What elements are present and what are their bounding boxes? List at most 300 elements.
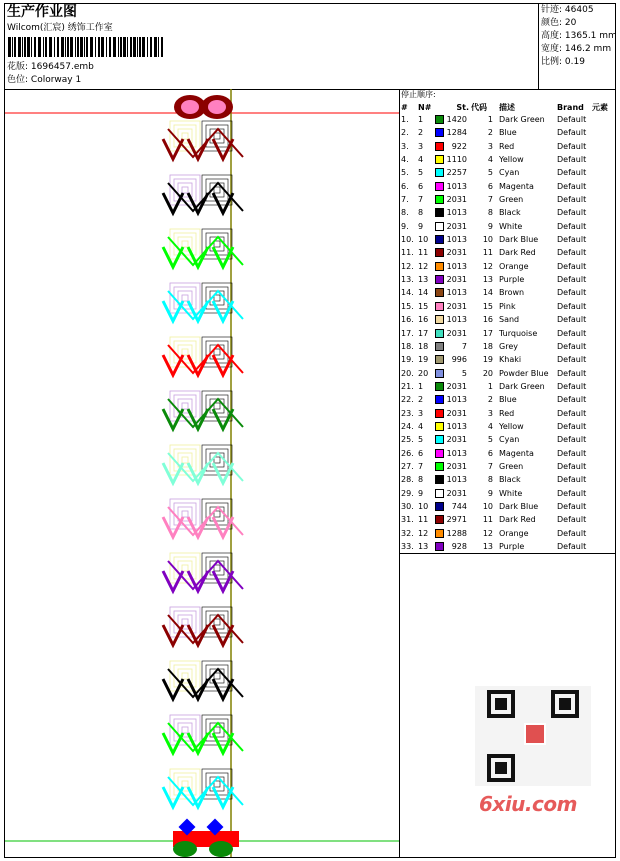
company-name: Wilcom(汇宸) 绣饰工作室 (7, 23, 113, 33)
maze-square (182, 241, 188, 247)
maze-square (174, 395, 196, 417)
barcode-bar (67, 37, 69, 57)
color-swatch (435, 168, 444, 177)
stop-number: 21. (401, 381, 414, 391)
ornament-center (181, 100, 199, 114)
stop-number: 30. (401, 501, 414, 511)
table-row (399, 541, 615, 554)
thread-brand: Default (557, 115, 587, 124)
table-row (399, 448, 615, 461)
barcode-bar (43, 37, 44, 57)
barcode-bar (75, 37, 76, 57)
stop-number: 3. (401, 141, 409, 151)
color-description: Dark Green (499, 115, 545, 124)
barcode-bar (101, 37, 104, 57)
color-code: 6 (487, 448, 493, 458)
table-row (399, 167, 615, 180)
embroidery-design (5, 89, 399, 857)
color-swatch (435, 542, 444, 551)
color-code: 8 (487, 208, 493, 218)
barcode (8, 37, 168, 57)
needle-number: 17 (418, 328, 429, 338)
stop-number: 9. (401, 221, 409, 231)
stop-number: 24. (401, 421, 414, 431)
maze-square (174, 503, 196, 525)
color-description: Orange (499, 261, 529, 271)
stitch-count: 1013 (446, 395, 467, 405)
stitch-count: 996 (451, 355, 467, 365)
barcode-bar (86, 37, 88, 57)
barcode-bar (137, 37, 138, 57)
stop-number: 10. (401, 235, 414, 245)
design-file-value: 1696457.emb (30, 62, 94, 72)
stitch-count: 1013 (446, 475, 467, 485)
barcode-bar (57, 37, 59, 57)
barcode-bar (80, 37, 83, 57)
color-code: 4 (487, 155, 493, 165)
barcode-bar (161, 37, 163, 57)
stitch-count: 744 (451, 501, 467, 511)
stop-number: 8. (401, 208, 409, 218)
ornament-lobe (209, 841, 233, 857)
barcode-bar (18, 37, 21, 57)
thread-brand: Default (557, 475, 587, 485)
needle-number: 1 (418, 115, 424, 124)
color-description: Dark Green (499, 381, 545, 391)
stop-number: 5. (401, 168, 409, 178)
maze-square (174, 719, 196, 741)
color-swatch (435, 435, 444, 444)
needle-number: 4 (418, 155, 424, 165)
stitch-count: 5 (461, 368, 467, 378)
table-row (399, 461, 615, 474)
thread-brand: Default (557, 328, 587, 338)
stitch-count: 2031 (446, 195, 467, 205)
needle-number: 10 (418, 501, 429, 511)
thread-brand: Default (557, 315, 587, 325)
stop-number: 2. (401, 128, 409, 138)
needle-number: 15 (418, 301, 429, 311)
table-row (399, 341, 615, 354)
maze-square (174, 287, 196, 309)
maze-square (174, 773, 196, 795)
color-code: 20 (482, 368, 493, 378)
stitch-count: 928 (451, 542, 467, 551)
color-description: Green (499, 195, 524, 205)
table-row (399, 234, 615, 247)
table-row (399, 528, 615, 541)
stat-width: 宽度: 146.2 mm (541, 44, 612, 54)
stitch-count: 1013 (446, 208, 467, 218)
col-brand: Brand (557, 103, 584, 112)
color-swatch (435, 475, 444, 484)
color-code: 15 (482, 301, 493, 311)
color-description: Brown (499, 288, 525, 298)
maze-square (174, 611, 196, 633)
color-description: White (499, 221, 523, 231)
stop-number: 14. (401, 288, 414, 298)
color-description: Red (499, 141, 515, 151)
color-swatch (435, 262, 444, 271)
maze-square (174, 125, 196, 147)
color-description: Khaki (499, 355, 522, 365)
maze-square (182, 781, 188, 787)
color-description: Turquoise (499, 328, 538, 338)
stitch-count: 1013 (446, 448, 467, 458)
table-row (399, 247, 615, 260)
thread-brand: Default (557, 261, 587, 271)
color-swatch (435, 142, 444, 151)
col-description: 描述 (499, 103, 515, 112)
color-swatch (435, 355, 444, 364)
table-row (399, 207, 615, 220)
barcode-bar (12, 37, 13, 57)
needle-number: 3 (418, 141, 424, 151)
needle-number: 1 (418, 381, 424, 391)
barcode-bar (123, 37, 126, 57)
color-code: 13 (482, 542, 493, 551)
needle-number: 18 (418, 341, 429, 351)
needle-number: 10 (418, 235, 429, 245)
barcode-bar (98, 37, 100, 57)
barcode-bar (154, 37, 157, 57)
thread-brand: Default (557, 395, 587, 405)
needle-number: 13 (418, 542, 429, 551)
needle-number: 11 (418, 515, 429, 525)
thread-brand: Default (557, 128, 587, 138)
qr-center-logo (525, 724, 545, 744)
color-description: Cyan (499, 168, 520, 178)
stitch-count: 2031 (446, 221, 467, 231)
stitch-count: 1110 (446, 155, 467, 165)
stop-number: 27. (401, 461, 414, 471)
color-description: Cyan (499, 435, 520, 445)
color-code: 10 (482, 235, 493, 245)
stitch-count: 2031 (446, 381, 467, 391)
color-description: Magenta (499, 448, 534, 458)
thread-brand: Default (557, 461, 587, 471)
barcode-bar (127, 37, 128, 57)
qr-finder-core (495, 698, 507, 710)
color-swatch (435, 275, 444, 284)
table-row (399, 314, 615, 327)
thread-brand: Default (557, 421, 587, 431)
color-swatch (435, 422, 444, 431)
color-swatch (435, 128, 444, 137)
thread-brand: Default (557, 408, 587, 418)
table-row (399, 501, 615, 514)
color-code: 8 (487, 475, 493, 485)
table-row (399, 141, 615, 154)
color-code: 11 (482, 515, 493, 525)
stop-number: 17. (401, 328, 414, 338)
needle-number: 3 (418, 408, 424, 418)
thread-brand: Default (557, 208, 587, 218)
thread-brand: Default (557, 528, 587, 538)
thread-brand: Default (557, 168, 587, 178)
color-swatch (435, 302, 444, 311)
color-description: Blue (499, 395, 517, 405)
colorway-value: Colorway 1 (30, 75, 82, 85)
stop-number: 13. (401, 275, 414, 285)
qr-finder-core (495, 762, 507, 774)
stitch-count: 7 (461, 341, 467, 351)
table-row (399, 474, 615, 487)
stitch-count: 1013 (446, 315, 467, 325)
color-code: 2 (487, 128, 493, 138)
table-rows (399, 114, 615, 554)
table-row (399, 434, 615, 447)
color-code: 4 (487, 421, 493, 431)
color-swatch (435, 235, 444, 244)
table-row (399, 408, 615, 421)
table-row (399, 287, 615, 300)
stitch-count: 2031 (446, 248, 467, 258)
needle-number: 2 (418, 395, 424, 405)
color-code: 18 (482, 341, 493, 351)
stitch-count: 2031 (446, 408, 467, 418)
thread-brand: Default (557, 155, 587, 165)
color-description: Grey (499, 341, 518, 351)
thread-brand: Default (557, 448, 587, 458)
design-file-line (7, 61, 94, 73)
color-code: 5 (487, 168, 493, 178)
needle-number: 14 (418, 288, 429, 298)
maze-square (182, 727, 188, 733)
thread-brand: Default (557, 368, 587, 378)
stop-number: 20. (401, 368, 414, 378)
barcode-bar (90, 37, 93, 57)
color-code: 7 (487, 195, 493, 205)
color-swatch (435, 502, 444, 511)
table-row (399, 488, 615, 501)
color-description: Sand (499, 315, 520, 325)
qr-finder-core (559, 698, 571, 710)
stop-number: 11. (401, 248, 414, 258)
maze-square (174, 665, 196, 687)
stop-number: 23. (401, 408, 414, 418)
color-description: Black (499, 208, 521, 218)
color-code: 7 (487, 461, 493, 471)
needle-number: 20 (418, 368, 429, 378)
barcode-bar (77, 37, 79, 57)
barcode-bar (95, 37, 96, 57)
barcode-bar (61, 37, 64, 57)
color-description: Yellow (499, 421, 524, 431)
thread-brand: Default (557, 341, 587, 351)
table-row (399, 194, 615, 207)
table-row (399, 114, 615, 127)
barcode-bar (70, 37, 73, 57)
page-title: 生产作业图 (7, 4, 77, 20)
color-description: Powder Blue (499, 368, 549, 378)
needle-number: 7 (418, 461, 424, 471)
color-description: Red (499, 408, 515, 418)
needle-number: 11 (418, 248, 429, 258)
stop-number: 28. (401, 475, 414, 485)
color-swatch (435, 315, 444, 324)
thread-brand: Default (557, 275, 587, 285)
color-code: 9 (487, 221, 493, 231)
needle-number: 5 (418, 435, 424, 445)
color-code: 3 (487, 141, 493, 151)
barcode-bar (106, 37, 107, 57)
stitch-count: 2031 (446, 328, 467, 338)
maze-square (182, 187, 188, 193)
color-swatch (435, 409, 444, 418)
needle-number: 7 (418, 195, 424, 205)
table-row (399, 381, 615, 394)
table-row (399, 154, 615, 167)
needle-number: 9 (418, 221, 424, 231)
color-swatch (435, 529, 444, 538)
stitch-count: 2031 (446, 435, 467, 445)
stitch-count: 2971 (446, 515, 467, 525)
stitch-count: 2031 (446, 488, 467, 498)
stat-colors: 颜色: 20 (541, 18, 577, 28)
stop-number: 6. (401, 181, 409, 191)
barcode-bar (27, 37, 30, 57)
color-code: 1 (487, 115, 493, 124)
table-row (399, 261, 615, 274)
color-swatch (435, 382, 444, 391)
stop-number: 7. (401, 195, 409, 205)
color-description: Purple (499, 275, 525, 285)
stitch-count: 1420 (446, 115, 467, 124)
color-swatch (435, 449, 444, 458)
color-swatch (435, 329, 444, 338)
color-swatch (435, 395, 444, 404)
stop-sequence-title: 停止顺序: (401, 90, 436, 99)
color-swatch (435, 222, 444, 231)
needle-number: 16 (418, 315, 429, 325)
barcode-bar (65, 37, 66, 57)
stop-number: 31. (401, 515, 414, 525)
stop-number: 29. (401, 488, 414, 498)
col-needle: N# (418, 103, 432, 112)
maze-square (174, 557, 196, 579)
barcode-bar (14, 37, 16, 57)
needle-number: 13 (418, 275, 429, 285)
color-description: Dark Red (499, 515, 536, 525)
stop-number: 12. (401, 261, 414, 271)
color-code: 6 (487, 181, 493, 191)
stop-number: 1. (401, 115, 409, 124)
thread-brand: Default (557, 542, 587, 551)
barcode-bar (22, 37, 23, 57)
needle-number: 6 (418, 181, 424, 191)
thread-brand: Default (557, 301, 587, 311)
barcode-bar (130, 37, 132, 57)
color-code: 11 (482, 248, 493, 258)
table-row (399, 394, 615, 407)
table-row (399, 181, 615, 194)
stats-panel (538, 4, 616, 90)
color-code: 13 (482, 275, 493, 285)
colorway-label: 色位: (7, 75, 29, 85)
color-swatch (435, 248, 444, 257)
stop-number: 22. (401, 395, 414, 405)
color-code: 19 (482, 355, 493, 365)
stitch-count: 2031 (446, 301, 467, 311)
barcode-bar (120, 37, 122, 57)
color-description: Green (499, 461, 524, 471)
col-stitches: St. (456, 103, 469, 112)
stat-height: 高度: 1365.1 mm (541, 31, 617, 41)
watermark-logo: 6xiu.com (479, 792, 577, 816)
col-stop: # (401, 103, 408, 112)
barcode-bar (150, 37, 152, 57)
color-code: 5 (487, 435, 493, 445)
stitch-count: 1013 (446, 421, 467, 431)
barcode-bar (49, 37, 52, 57)
color-description: Magenta (499, 181, 534, 191)
maze-square (174, 179, 196, 201)
maze-square (182, 457, 188, 463)
stat-stitches: 针迹: 46405 (541, 5, 594, 15)
table-row (399, 328, 615, 341)
color-code: 16 (482, 315, 493, 325)
color-swatch (435, 115, 444, 124)
thread-brand: Default (557, 288, 587, 298)
col-element: 元素 (592, 103, 608, 112)
color-swatch (435, 208, 444, 217)
barcode-bar (84, 37, 85, 57)
stitch-count: 1288 (446, 528, 467, 538)
col-code: 代码 (471, 103, 487, 112)
color-swatch (435, 155, 444, 164)
top-ornament (174, 95, 233, 119)
maze-square (174, 233, 196, 255)
table-row (399, 368, 615, 381)
color-description: Dark Blue (499, 235, 539, 245)
barcode-bar (54, 37, 55, 57)
barcode-bar (24, 37, 26, 57)
color-swatch (435, 288, 444, 297)
stop-number: 15. (401, 301, 414, 311)
needle-number: 19 (418, 355, 429, 365)
table-row (399, 354, 615, 367)
thread-brand: Default (557, 195, 587, 205)
maze-square (174, 341, 196, 363)
color-description: Yellow (499, 155, 524, 165)
color-code: 12 (482, 528, 493, 538)
color-code: 10 (482, 501, 493, 511)
thread-brand: Default (557, 355, 587, 365)
barcode-bar (142, 37, 145, 57)
needle-number: 5 (418, 168, 424, 178)
barcode-bar (133, 37, 136, 57)
color-description: Orange (499, 528, 529, 538)
header (5, 4, 538, 90)
color-description: Dark Blue (499, 501, 539, 511)
barcode-bar (147, 37, 148, 57)
color-swatch (435, 462, 444, 471)
stitch-count: 1284 (446, 128, 467, 138)
maze-square (182, 295, 188, 301)
maze-square (182, 565, 188, 571)
table-row (399, 301, 615, 314)
color-code: 14 (482, 288, 493, 298)
ornament-lobe (173, 841, 197, 857)
color-code: 12 (482, 261, 493, 271)
color-swatch (435, 342, 444, 351)
barcode-bar (34, 37, 36, 57)
stop-number: 19. (401, 355, 414, 365)
thread-brand: Default (557, 235, 587, 245)
stitch-count: 2031 (446, 275, 467, 285)
maze-square (182, 133, 188, 139)
